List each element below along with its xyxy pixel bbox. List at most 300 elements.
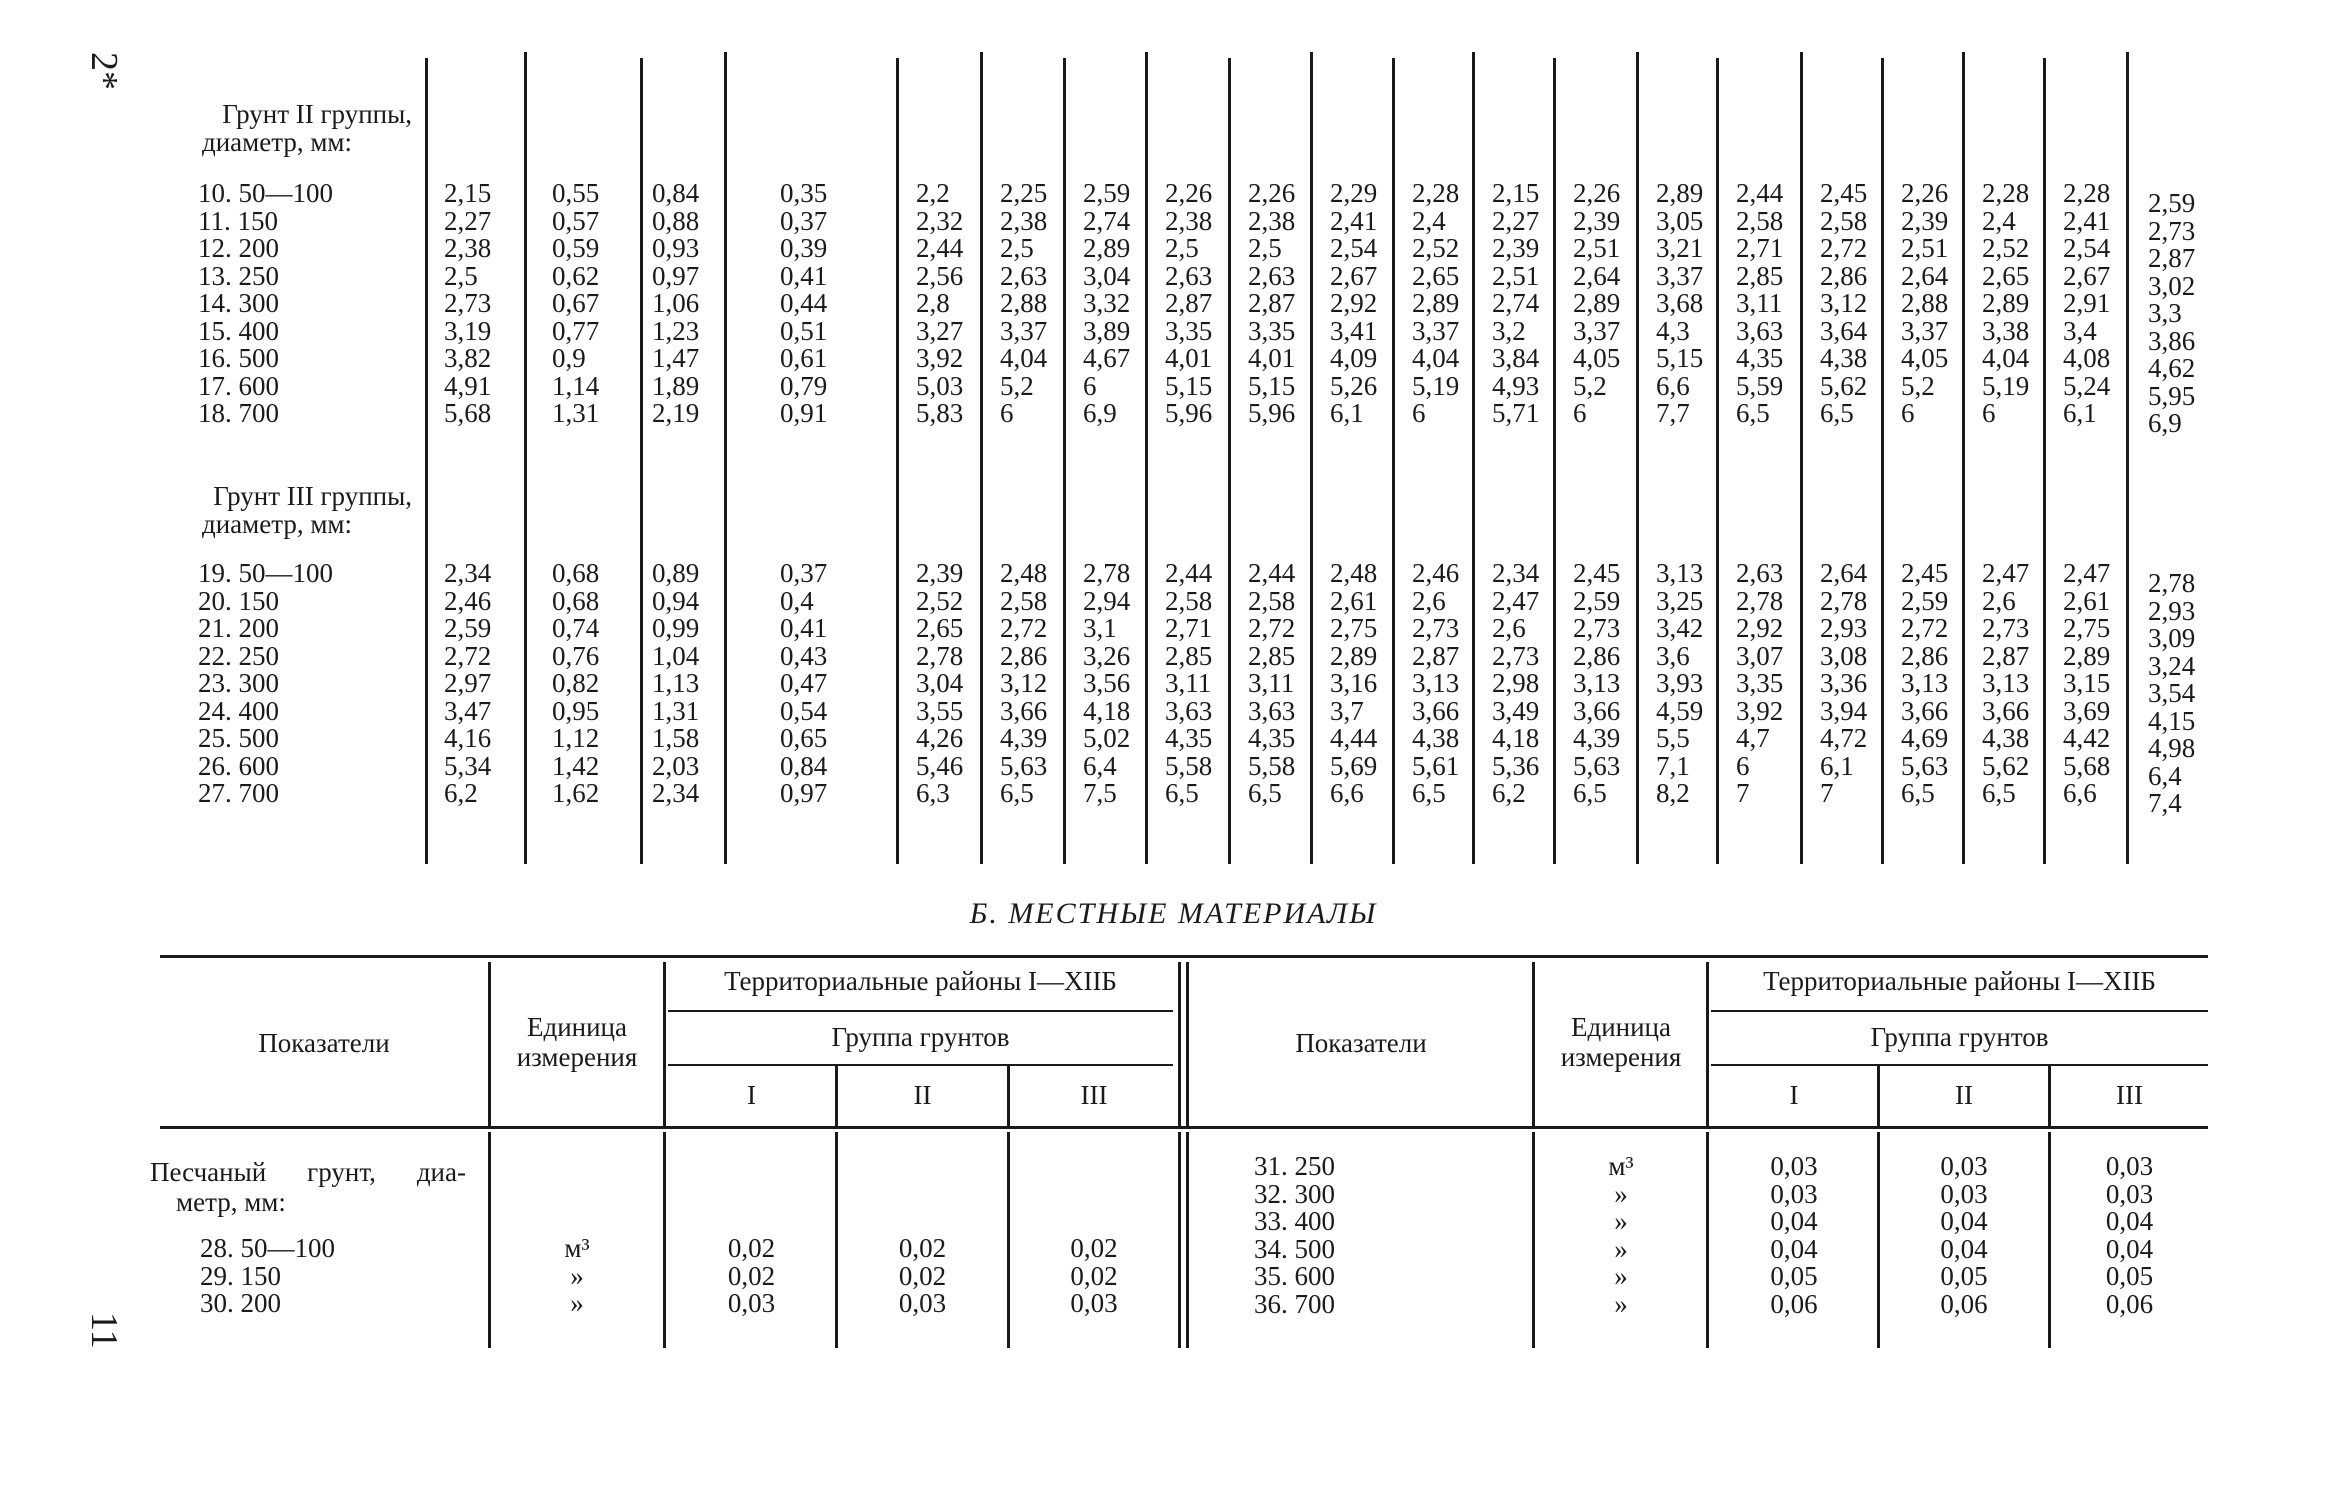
row-unit: » [1614,1261,1628,1291]
cell-value: 6 [1083,370,1097,401]
cell-value: 3,13 [1982,668,2030,698]
row-unit: м³ [564,1233,590,1263]
cell-value: 0,05 [1940,1261,1988,1291]
cell-value: 0,88 [652,205,700,236]
cell-value: 3,69 [2063,695,2111,726]
cell-value: 2,93 [1820,613,1868,643]
cell-value: 4,18 [1492,723,1540,753]
cell-value: 0,02 [898,1233,947,1263]
cell-value: 3,08 [1820,640,1868,671]
cell-value: 3,42 [1656,613,1704,643]
cell-value: 3,4 [2063,315,2097,346]
cell-value: 3,86 [2148,325,2196,356]
cell-value: 5,71 [1492,398,1540,428]
row-label: 18. 700 [198,398,279,428]
cell-value: 0,95 [552,695,600,726]
cell-value: 0,02 [727,1260,776,1291]
cell-value: 0,03 [727,1288,776,1318]
cell-value: 3,12 [1000,668,1048,698]
divider [1532,962,1535,1126]
row-label: 23. 300 [198,668,279,698]
cell-value: 2,61 [2063,585,2111,616]
cell-value: 0,67 [552,288,600,318]
cell-value: 1,47 [652,343,700,373]
cell-value: 0,61 [780,343,828,373]
cell-value: 3,37 [1000,315,1048,346]
cell-value: 5,68 [444,398,492,428]
cell-value: 2,72 [1248,613,1296,643]
cell-value: 2,94 [1083,585,1131,616]
cell-value: 2,44 [1248,558,1296,588]
cell-value: 5,58 [1165,750,1213,781]
cell-value: 3,54 [2148,678,2196,708]
cell-value: 2,73 [1492,640,1540,671]
cell-value: 3,37 [1656,260,1704,291]
cell-value: 2,86 [1573,640,1621,671]
cell-value: 2,5 [1165,233,1199,263]
cell-value: 0,03 [1770,1178,1818,1209]
cell-value: 1,62 [552,778,600,808]
cell-value: 3,38 [1982,315,2030,346]
cell-value: 3,04 [916,668,964,698]
cell-value: 3,66 [1000,695,1048,726]
cell-value: 5,58 [1248,750,1296,781]
cell-value: 2,64 [1573,260,1621,291]
cell-value: 2,92 [1330,288,1378,318]
cell-value: 4,04 [1982,343,2030,373]
cell-value: 0,03 [2105,1178,2154,1209]
row-label: 10. 50—100 [198,178,333,208]
cell-value: 0,93 [652,233,700,263]
cell-value: 2,26 [1573,178,1621,208]
header-group-3-left: III [1080,1080,1108,1110]
cell-value: 4,35 [1248,723,1296,753]
header-unit-right: Единица измерения [1560,1012,1682,1072]
cell-value: 5,2 [1573,370,1607,401]
cell-value: 2,44 [1736,178,1784,208]
cell-value: 4,15 [2148,705,2196,736]
cell-value: 2,78 [2148,568,2196,598]
cell-value: 0,02 [1070,1260,1118,1291]
cell-value: 2,63 [1248,260,1296,291]
cell-value: 2,03 [652,750,700,781]
cell-value: 3,66 [1412,695,1460,726]
cell-value: 3,32 [1083,288,1131,318]
cell-value: 3,37 [1573,315,1621,346]
cell-value: 2,59 [2148,188,2196,218]
cell-value: 7,4 [2148,788,2182,818]
cell-value: 2,47 [1492,585,1540,616]
cell-value: 0,06 [2105,1288,2154,1319]
cell-value: 2,52 [916,585,964,616]
cell-value: 0,06 [1770,1288,1818,1319]
cell-value: 2,58 [1736,205,1784,236]
cell-value: 6,1 [2063,398,2097,428]
cell-value: 2,97 [444,668,492,698]
cell-value: 0,35 [780,178,828,208]
cell-value: 6,5 [1573,778,1607,808]
cell-value: 6,1 [1820,750,1854,781]
row-unit: » [1614,1206,1628,1236]
cell-value: 2,38 [1165,205,1213,236]
cell-value: 3,37 [1901,315,1949,346]
cell-value: 2,54 [1330,233,1378,263]
cell-value: 3,1 [1083,613,1117,643]
cell-value: 0,04 [1940,1206,1988,1236]
cell-value: 0,79 [780,370,828,401]
cell-value: 4,7 [1736,723,1770,753]
cell-value: 1,13 [652,668,700,698]
cell-value: 3,82 [444,343,492,373]
cell-value: 5,62 [1820,370,1868,401]
sand-intro-line1: Песчаный грунт, диа- [150,1157,466,1187]
cell-value: 0,55 [552,178,600,208]
cell-value: 2,63 [1000,260,1048,291]
cell-value: 2,58 [1248,585,1296,616]
cell-value: 3,49 [1492,695,1540,726]
cell-value: 7 [1820,778,1834,808]
cell-value: 2,71 [1736,233,1784,263]
cell-value: 0,59 [552,233,600,263]
cell-value: 2,26 [1901,178,1949,208]
table-row [0,1178,2347,1209]
cell-value: 2,38 [1248,205,1296,236]
cell-value: 2,75 [1330,613,1378,643]
cell-value: 4,39 [1000,723,1048,753]
cell-value: 6,5 [1000,778,1034,808]
cell-value: 3,35 [1248,315,1296,346]
row-label: 31. 250 [1254,1151,1335,1181]
cell-value: 2,39 [916,558,964,588]
cell-value: 5,15 [1165,370,1213,401]
cell-value: 3,63 [1248,695,1296,726]
cell-value: 2,78 [1736,585,1784,616]
cell-value: 6,5 [1982,778,2016,808]
cell-value: 1,12 [552,723,600,753]
row-label: 13. 250 [198,260,279,291]
cell-value: 2,61 [1330,585,1378,616]
cell-value: 3,12 [1820,288,1868,318]
cell-value: 0,68 [552,585,600,616]
cell-value: 5,96 [1165,398,1213,428]
cell-value: 0,4 [780,585,814,616]
cell-value: 3,89 [1083,315,1131,346]
soil-group-heading-line1: Грунт II группы, [222,99,412,129]
cell-value: 2,89 [2063,640,2111,671]
cell-value: 2,89 [1656,178,1704,208]
cell-value: 0,02 [1070,1233,1118,1263]
cell-value: 6 [1573,398,1587,428]
cell-value: 4,05 [1901,343,1949,373]
cell-value: 5,5 [1656,723,1690,753]
cell-value: 2,74 [1492,288,1540,318]
cell-value: 4,09 [1330,343,1378,373]
soil-group-heading-line2: диаметр, мм: [201,509,353,539]
cell-value: 3,68 [1656,288,1704,318]
cell-value: 2,19 [652,398,700,428]
divider [488,962,491,1126]
row-unit: » [1614,1178,1628,1209]
cell-value: 6,2 [1492,778,1526,808]
header-group-2-left: II [913,1080,932,1110]
cell-value: 2,64 [1901,260,1949,291]
cell-value: 2,87 [2148,243,2196,273]
cell-value: 6,5 [1248,778,1282,808]
header-rule [1711,1064,2208,1066]
cell-value: 4,16 [444,723,492,753]
cell-value: 2,59 [1083,178,1131,208]
cell-value: 2,44 [916,233,964,263]
cell-value: 3,21 [1656,233,1704,263]
cell-value: 2,64 [1820,558,1868,588]
cell-value: 2,73 [1573,613,1621,643]
cell-value: 1,31 [552,398,600,428]
cell-value: 0,05 [2105,1261,2154,1291]
header-rule [668,1064,1173,1066]
cell-value: 0,04 [1770,1206,1818,1236]
cell-value: 2,54 [2063,233,2111,263]
cell-value: 2,39 [1901,205,1949,236]
cell-value: 0,84 [780,750,828,781]
header-rule [1711,1010,2208,1012]
cell-value: 2,58 [1000,585,1048,616]
cell-value: 2,6 [1412,585,1446,616]
cell-value: 2,78 [1083,558,1131,588]
cell-value: 4,69 [1901,723,1949,753]
cell-value: 3,92 [916,343,964,373]
cell-value: 0,97 [780,778,828,808]
cell-value: 5,61 [1412,750,1460,781]
row-label: 32. 300 [1254,1178,1335,1209]
cell-value: 2,45 [1901,558,1949,588]
cell-value: 6 [1901,398,1915,428]
cell-value: 0,39 [780,233,828,263]
cell-value: 6,5 [1820,398,1854,428]
cell-value: 4,98 [2148,733,2196,763]
cell-value: 0,57 [552,205,600,236]
cell-value: 1,58 [652,723,700,753]
cell-value: 0,41 [780,613,828,643]
cell-value: 2,32 [916,205,964,236]
cell-value: 5,68 [2063,750,2111,781]
cell-value: 7 [1736,778,1750,808]
cell-value: 2,41 [1330,205,1378,236]
cell-value: 2,86 [1820,260,1868,291]
row-unit: м³ [1608,1151,1634,1181]
cell-value: 0,44 [780,288,828,318]
cell-value: 3,25 [1656,585,1704,616]
cell-value: 2,47 [1982,558,2030,588]
cell-value: 3,07 [1736,640,1784,671]
cell-value: 2,29 [1330,178,1378,208]
cell-value: 6,5 [1901,778,1935,808]
row-label: 29. 150 [200,1260,281,1291]
cell-value: 6,6 [1330,778,1364,808]
cell-value: 0,06 [1940,1288,1988,1319]
cell-value: 1,14 [552,370,600,401]
cell-value: 4,59 [1656,695,1704,726]
row-label: 28. 50—100 [200,1233,335,1263]
cell-value: 2,89 [1573,288,1621,318]
cell-value: 2,5 [1248,233,1282,263]
cell-value: 3,41 [1330,315,1378,346]
cell-value: 2,65 [1412,260,1460,291]
row-unit: » [1614,1233,1628,1264]
cell-value: 2,73 [1412,613,1460,643]
section-title: Б. МЕСТНЫЕ МАТЕРИАЛЫ [969,897,1378,930]
row-label: 24. 400 [198,695,279,726]
cell-value: 2,63 [1736,558,1784,588]
row-label: 21. 200 [198,613,279,643]
cell-value: 2,38 [1000,205,1048,236]
cell-value: 2,72 [1901,613,1949,643]
cell-value: 3,66 [1901,695,1949,726]
page-number: 11 [83,1312,125,1349]
cell-value: 2,27 [1492,205,1540,236]
cell-value: 2,87 [1982,640,2030,671]
cell-value: 0,03 [1940,1178,1988,1209]
cell-value: 2,59 [444,613,492,643]
cell-value: 2,67 [1330,260,1378,291]
cell-value: 3,13 [1573,668,1621,698]
cell-value: 6,5 [1165,778,1199,808]
cell-value: 3,3 [2148,298,2182,328]
cell-value: 3,63 [1165,695,1213,726]
cell-value: 2,4 [1982,205,2016,236]
cell-value: 5,36 [1492,750,1540,781]
cell-value: 1,42 [552,750,600,781]
cell-value: 4,26 [916,723,964,753]
row-label: 33. 400 [1254,1206,1335,1236]
row-label: 12. 200 [198,233,279,263]
row-label: 35. 600 [1254,1261,1335,1291]
cell-value: 6 [1982,398,1996,428]
cell-value: 2,98 [1492,668,1540,698]
cell-value: 0,03 [898,1288,947,1318]
cell-value: 6,9 [1083,398,1117,428]
cell-value: 4,39 [1573,723,1621,753]
cell-value: 6,4 [2148,760,2182,791]
cell-value: 4,04 [1412,343,1460,373]
cell-value: 2,72 [444,640,492,671]
cell-value: 2,86 [1000,640,1048,671]
cell-value: 5,2 [1000,370,1034,401]
divider [1706,962,1709,1126]
cell-value: 0,84 [652,178,700,208]
cell-value: 6,6 [2063,778,2097,808]
cell-value: 2,88 [1901,288,1949,318]
table-row [0,1208,2347,1236]
cell-value: 0,02 [898,1260,947,1291]
row-label: 14. 300 [198,288,279,318]
cell-value: 3,35 [1165,315,1213,346]
cell-value: 2,74 [1083,205,1131,236]
cell-value: 2,59 [1901,585,1949,616]
cell-value: 2,44 [1165,558,1213,588]
cell-value: 4,18 [1083,695,1131,726]
cell-value: 2,92 [1736,613,1784,643]
header-soil-group-right: Группа грунтов [1870,1022,2049,1052]
cell-value: 3,6 [1656,640,1690,671]
cell-value: 2,26 [1165,178,1213,208]
cell-value: 5,24 [2063,370,2111,401]
row-label: 34. 500 [1254,1233,1335,1264]
cell-value: 4,44 [1330,723,1378,753]
cell-value: 2,73 [2148,215,2196,246]
cell-value: 6,5 [1412,778,1446,808]
cell-value: 2,88 [1000,288,1048,318]
cell-value: 4,3 [1656,315,1690,346]
cell-value: 2,34 [1492,558,1540,588]
cell-value: 0,03 [1770,1151,1818,1181]
cell-value: 5,15 [1248,370,1296,401]
row-unit: » [570,1288,584,1318]
cell-value: 6 [1736,750,1750,781]
cell-value: 5,46 [916,750,964,781]
cell-value: 4,05 [1573,343,1621,373]
cell-value: 6,2 [444,778,478,808]
divider [1186,962,1189,1126]
cell-value: 3,02 [2148,270,2196,301]
cell-value: 2,71 [1165,613,1213,643]
cell-value: 0,51 [780,315,828,346]
cell-value: 3,11 [1165,668,1212,698]
cell-value: 5,62 [1982,750,2030,781]
cell-value: 4,04 [1000,343,1048,373]
soil-group-heading-line1: Грунт III группы, [213,481,412,511]
cell-value: 2,15 [444,178,492,208]
cell-value: 2,78 [1820,585,1868,616]
cell-value: 2,89 [1982,288,2030,318]
cell-value: 5,26 [1330,370,1378,401]
header-regions-left: Территориальные районы I—XIIБ [724,966,1117,996]
cell-value: 2,4 [1412,205,1446,236]
cell-value: 2,72 [1000,613,1048,643]
cell-value: 3,11 [1248,668,1295,698]
cell-value: 6,3 [916,778,950,808]
cell-value: 5,2 [1901,370,1935,401]
cell-value: 3,56 [1083,668,1131,698]
cell-value: 1,04 [652,640,700,671]
header-group-1-left: I [747,1080,756,1110]
cell-value: 0,89 [652,558,700,588]
cell-value: 2,93 [2148,595,2196,626]
cell-value: 2,89 [1330,640,1378,671]
cell-value: 2,58 [1820,205,1868,236]
cell-value: 0,03 [1940,1151,1988,1181]
row-label: 17. 600 [198,370,279,401]
header-group-2-right: II [1955,1080,1973,1110]
header-indicators-left: Показатели [258,1028,390,1058]
cell-value: 2,28 [1982,178,2030,208]
cell-value: 6,1 [1330,398,1364,428]
table-row [0,1288,2347,1319]
cell-value: 3,37 [1412,315,1460,346]
cell-value: 0,03 [2105,1151,2154,1181]
cell-value: 2,34 [444,558,492,588]
cell-value: 3,94 [1820,695,1868,726]
cell-value: 5,59 [1736,370,1784,401]
cell-value: 3,36 [1820,668,1868,698]
cell-value: 3,16 [1330,668,1378,698]
row-label: 15. 400 [198,315,279,346]
cell-value: 2,27 [444,205,492,236]
cell-value: 0,02 [727,1233,776,1263]
header-rule [668,1010,1173,1012]
cell-value: 0,37 [780,558,828,588]
cell-value: 4,62 [2148,353,2196,383]
cell-value: 2,78 [916,640,964,671]
